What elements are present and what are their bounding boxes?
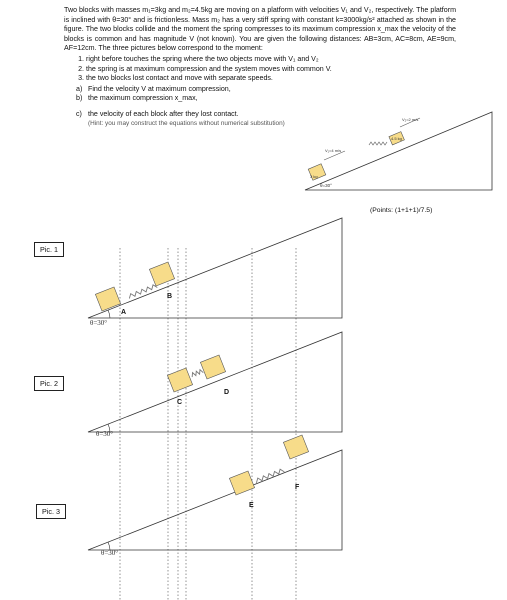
pic3-angle-label: θ=30° <box>101 549 119 557</box>
task-c: c) the velocity of each block after they lost contact. <box>76 109 239 118</box>
pic1-angle-arc <box>108 310 110 318</box>
point-c: C <box>177 399 183 406</box>
point-f: F <box>295 484 300 491</box>
pic1-block-m2 <box>149 262 174 286</box>
overview-spring <box>369 142 387 145</box>
task-a: a) Find the velocity V at maximum compression, <box>76 84 231 93</box>
problem-intro: Two blocks with masses m₁=3kg and m₂=4.5kg are moving on a platform with velocities V₁ and V₂, respectively. The platform is inclined with θ=30° and is frictionless. Mass m₂ has a very stiff spring with constant k=3000kg/s² attached as shown in the figure. The two blocks collide and the moment the spring compresses to its maximum compression x_max the velocity of the blocks is common and has magnitude V (not known). You are given the following distances: AB=3cm, AC=8cm, AE=9cm, AF=12cm. The three pictures below correspond to the moment: <box>64 6 456 53</box>
overview-angle-label: θ=30° <box>320 183 332 188</box>
pic3-block-m2 <box>283 435 308 459</box>
pic1-incline <box>88 218 342 318</box>
pic2-angle-label: θ=30° <box>96 430 114 438</box>
reference-lines <box>120 248 296 600</box>
pic3-label: Pic. 3 <box>36 504 66 519</box>
overview-m1-label: 3 kg <box>310 174 318 179</box>
task-b: b) the maximum compression x_max, <box>76 94 198 103</box>
pic2-label: Pic. 2 <box>34 376 64 391</box>
pic1-figure <box>88 218 342 318</box>
pic1-label: Pic. 1 <box>34 242 64 257</box>
points-label: (Points: (1+1+1)/7.5) <box>370 207 433 214</box>
moment-1: 1. right before touches the spring where the two objects move with V₁ and V₂ <box>86 55 456 65</box>
overview-v2-label: V₂=2 m/s <box>402 117 419 122</box>
point-e: E <box>249 502 254 509</box>
pic2-incline <box>88 332 342 432</box>
point-b: B <box>167 293 173 300</box>
point-d: D <box>224 389 230 396</box>
pic3-incline <box>88 450 342 550</box>
pic2-block-m2 <box>200 355 225 379</box>
pic2-block-m1 <box>167 368 192 392</box>
moment-2: 2. the spring is at maximum compression and the system moves with common V. <box>86 65 456 75</box>
point-a: A <box>121 309 127 316</box>
overview-figure <box>305 112 492 190</box>
pic2-spring <box>191 369 204 377</box>
pic2-figure <box>88 332 342 432</box>
pic1-block-m1 <box>95 287 120 311</box>
pic3-figure <box>88 435 342 550</box>
hint-text: (Hint: you may construct the equations without numerical substitution) <box>88 119 285 127</box>
overview-m2-label: 4.5 kg <box>391 136 402 141</box>
pic1-angle-label: θ=30° <box>90 319 108 327</box>
overview-v1-label: V₁=4 m/s <box>325 148 342 153</box>
pic3-block-m1 <box>229 471 254 495</box>
angle-labels <box>90 319 118 557</box>
moment-3: 3. the two blocks lost contact and move with separate speeds. <box>86 74 456 84</box>
pic3-spring <box>255 468 284 483</box>
